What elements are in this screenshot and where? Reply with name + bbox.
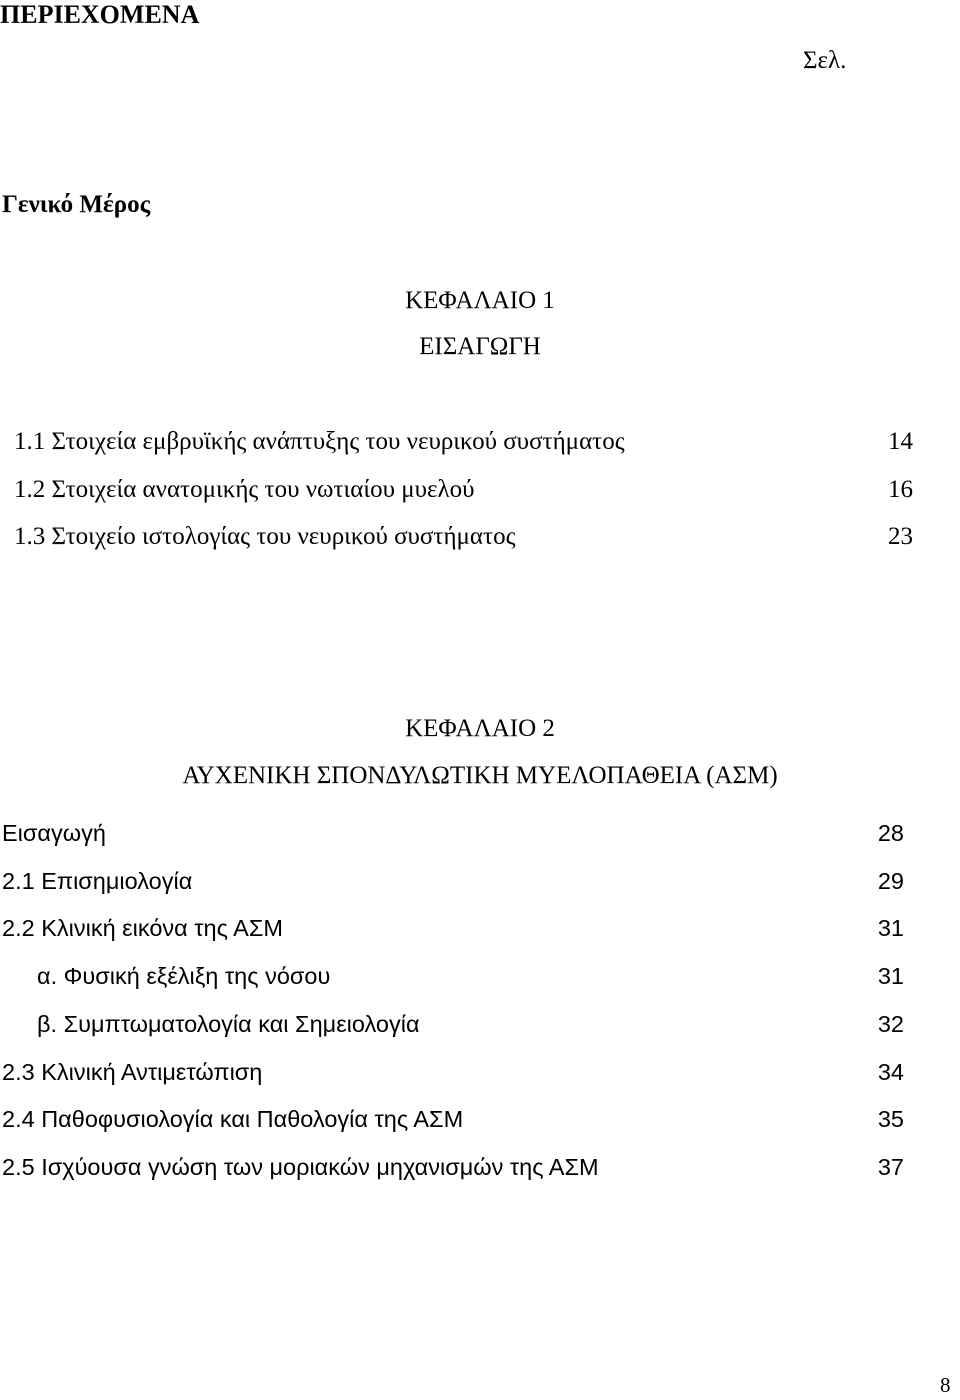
toc-entry-page: 29 [877, 868, 904, 894]
toc-entry-page: 34 [877, 1059, 904, 1085]
toc-entry-title: 2.1 Επισημιολογία [2, 868, 193, 894]
toc-entry-title: 2.4 Παθοφυσιολογία και Παθολογία της ΑΣΜ [2, 1106, 464, 1132]
chapter-2-subheading: ΑΥΧΕΝΙΚΗ ΣΠΟΝΔΥΛΩΤΙΚΗ ΜΥΕΛΟΠΑΘΕΙΑ (ΑΣΜ) [182, 762, 778, 789]
section-title: Γενικό Μέρος [2, 191, 151, 218]
toc-entry-page: 14 [888, 428, 913, 455]
toc-entry-page: 37 [877, 1154, 904, 1180]
toc-entry-page: 31 [877, 963, 904, 989]
footer-page-number: 8 [940, 1373, 951, 1397]
toc-entry-page: 16 [888, 476, 913, 503]
chapter-1-subheading: ΕΙΣΑΓΩΓΗ [419, 333, 541, 360]
page-column-label: Σελ. [803, 47, 847, 74]
toc-entry-page: 35 [877, 1106, 904, 1132]
chapter-2-heading: ΚΕΦΑΛΑΙΟ 2 [405, 715, 555, 742]
toc-entry-title: 1.2 Στοιχεία ανατομικής του νωτιαίου μυελού [14, 476, 475, 503]
toc-entry-title: 2.3 Κλινική Αντιμετώπιση [2, 1059, 263, 1085]
toc-entry-page: 31 [877, 915, 904, 941]
toc-entry-title: 2.2 Κλινική εικόνα της ΑΣΜ [2, 915, 283, 941]
toc-entry-title: 1.1 Στοιχεία εμβρυϊκής ανάπτυξης του νευρικού συστήματος [14, 428, 625, 455]
toc-entry-title: α. Φυσική εξέλιξη της νόσου [37, 963, 331, 989]
page-title: ΠΕΡΙΕΧΟΜΕΝΑ [0, 0, 200, 29]
toc-entry-page: 32 [877, 1011, 904, 1037]
toc-entry-page: 23 [888, 523, 913, 550]
toc-entry-title: 1.3 Στοιχείο ιστολογίας του νευρικού συστήματος [14, 523, 516, 550]
toc-entry-title: Εισαγωγή [2, 820, 106, 846]
toc-entry-title: 2.5 Ισχύουσα γνώση των μοριακών μηχανισμών της ΑΣΜ [2, 1154, 599, 1180]
toc-entry-page: 28 [877, 820, 904, 846]
toc-entry-title: β. Συμπτωματολογία και Σημειολογία [37, 1011, 420, 1037]
chapter-1-heading: ΚΕΦΑΛΑΙΟ 1 [405, 287, 555, 314]
